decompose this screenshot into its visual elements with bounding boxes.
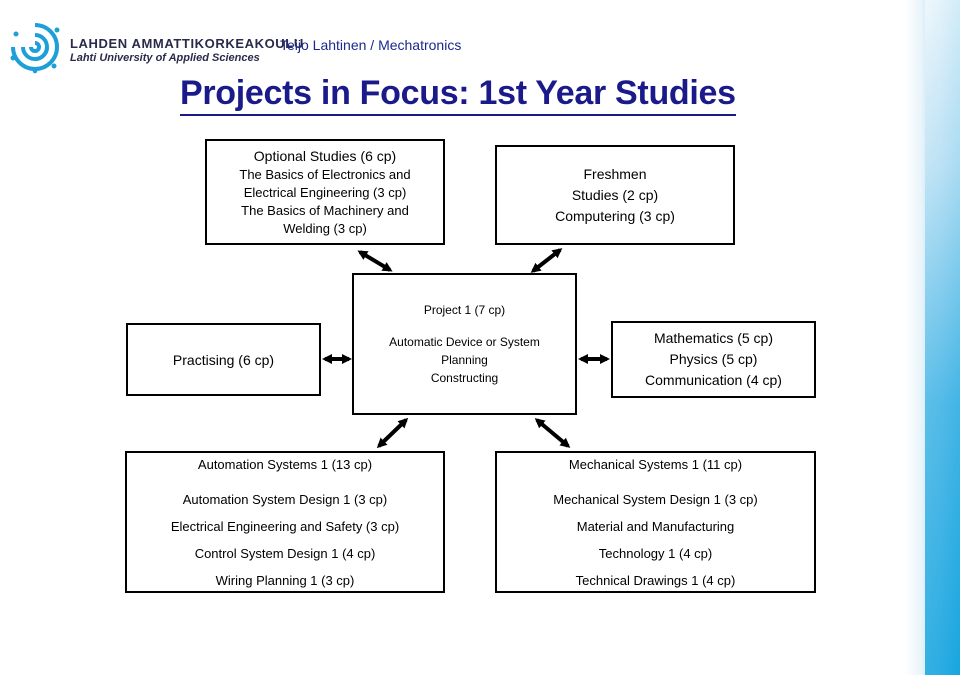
project-box <box>352 273 577 415</box>
arrow-freshmen-project <box>533 250 560 271</box>
freshmen-line: Studies (2 cp) <box>571 186 659 203</box>
freshmen-studies-box <box>495 145 735 245</box>
math-line: Physics (5 cp) <box>669 351 758 367</box>
math-line: Communication (4 cp) <box>645 372 782 388</box>
arrow-project-automation <box>379 420 406 446</box>
mechanical-systems-box <box>495 451 816 593</box>
practising-box <box>126 323 321 396</box>
math-physics-box <box>611 321 816 398</box>
optional-studies-box <box>205 139 445 245</box>
optional-studies-line: The Basics of Electronics and <box>239 166 411 182</box>
mechanical-line: Technology 1 (4 cp) <box>598 545 713 561</box>
university-name-english: Lahti University of Applied Sciences <box>70 52 260 64</box>
arrow-optional-project <box>360 252 390 270</box>
arrow-project-mechanical <box>537 420 568 446</box>
mechanical-heading: Mechanical Systems 1 (11 cp) <box>568 456 743 472</box>
automation-line: Automation System Design 1 (3 cp) <box>182 491 388 507</box>
automation-line: Wiring Planning 1 (3 cp) <box>215 572 355 588</box>
mechanical-line: Mechanical System Design 1 (3 cp) <box>553 491 758 507</box>
university-name: LAHDEN AMMATTIKORKEAKOULU <box>70 36 304 51</box>
optional-studies-line: Electrical Engineering (3 cp) <box>243 184 407 200</box>
math-line: Mathematics (5 cp) <box>653 330 774 346</box>
project-line: Planning <box>441 353 488 367</box>
automation-line: Control System Design 1 (4 cp) <box>194 545 376 561</box>
freshmen-line: Computering (3 cp) <box>555 207 675 224</box>
optional-studies-heading: Optional Studies (6 cp) <box>253 147 397 164</box>
mechanical-line: Technical Drawings 1 (4 cp) <box>575 572 736 588</box>
practising-label: Practising (6 cp) <box>172 351 275 368</box>
author-line: Teijo Lahtinen / Mechatronics <box>280 37 462 53</box>
freshmen-line: Freshmen <box>583 165 647 182</box>
project-line: Constructing <box>430 371 499 385</box>
automation-line: Electrical Engineering and Safety (3 cp) <box>170 518 400 534</box>
optional-studies-line: Welding (3 cp) <box>283 220 367 236</box>
page-title: Projects in Focus: 1st Year Studies <box>180 72 736 116</box>
automation-systems-box <box>125 451 445 593</box>
automation-heading: Automation Systems 1 (13 cp) <box>197 456 373 472</box>
mechanical-line: Material and Manufacturing <box>576 518 735 534</box>
project-line: Automatic Device or System <box>389 335 540 349</box>
optional-studies-line: The Basics of Machinery and <box>241 202 409 218</box>
project-heading: Project 1 (7 cp) <box>423 303 506 317</box>
